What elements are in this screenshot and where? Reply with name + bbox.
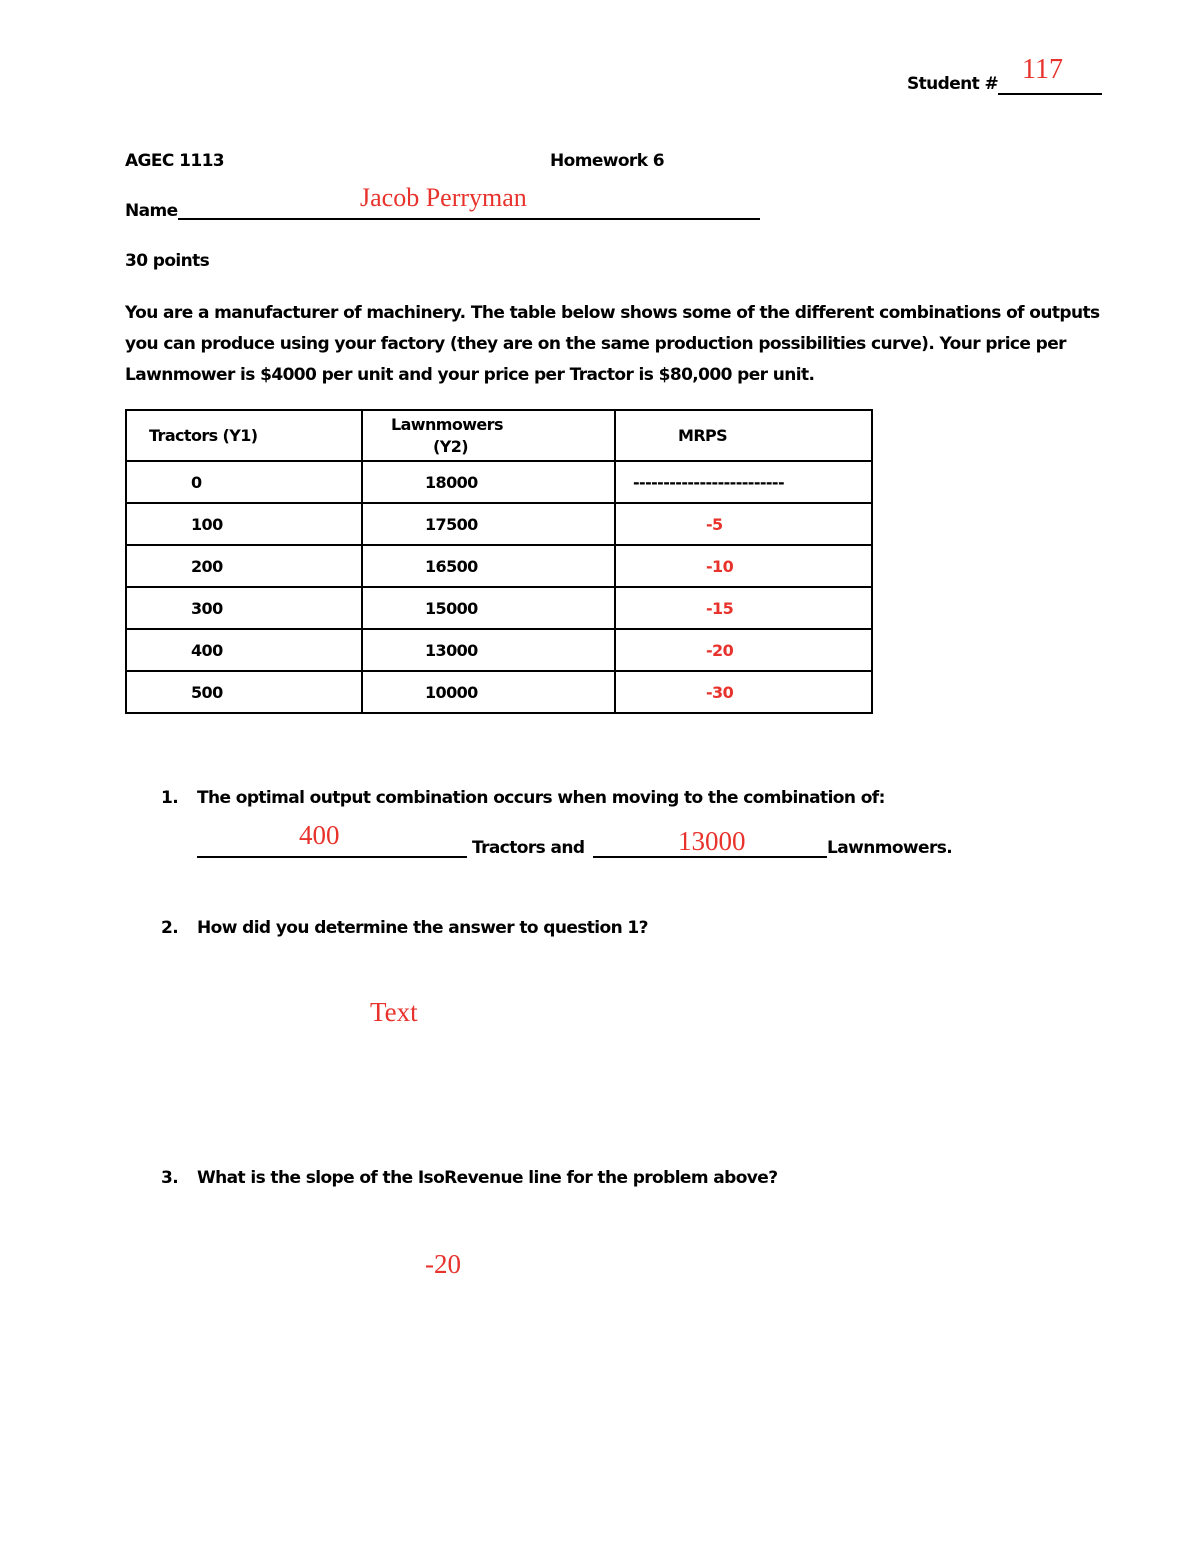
name-value[interactable]: Jacob Perryman — [360, 183, 527, 212]
student-number-value[interactable]: 117 — [1022, 54, 1063, 85]
lawnmowers-cell: 15000 — [362, 587, 615, 629]
q1-number: 1. — [161, 788, 179, 808]
q1-lawnmowers-answer[interactable]: 13000 — [678, 826, 746, 856]
intro-paragraph — [125, 298, 1115, 391]
header-lawnmowers — [362, 410, 615, 461]
mrps-cell[interactable]: -20 — [615, 629, 872, 671]
lawnmowers-cell: 13000 — [362, 629, 615, 671]
points: 30 points — [125, 251, 210, 271]
table-row — [126, 503, 872, 545]
q2-number: 2. — [161, 918, 179, 938]
table-header-row — [126, 410, 872, 461]
mrps-cell: ------------------------- — [615, 461, 872, 503]
lawnmowers-cell: 10000 — [362, 671, 615, 713]
table-row — [126, 671, 872, 713]
student-number-label: Student # — [907, 74, 999, 94]
tractors-cell: 300 — [126, 587, 362, 629]
mrps-cell[interactable]: -30 — [615, 671, 872, 713]
lawnmowers-cell: 18000 — [362, 461, 615, 503]
tractors-cell: 200 — [126, 545, 362, 587]
q2-answer[interactable]: Text — [370, 997, 418, 1027]
q1-text: The optimal output combination occurs when moving to the combination of: — [197, 788, 885, 808]
course-code: AGEC 1113 — [125, 151, 225, 171]
table-row — [126, 587, 872, 629]
intro-line-2: you can produce using your factory (they are on the same production possibilities curve). Your price per — [125, 334, 1066, 354]
header-tractors: Tractors (Y1) — [126, 410, 362, 461]
name-line — [178, 218, 760, 220]
table-row — [126, 461, 872, 503]
intro-line-3: Lawnmower is $4000 per unit and your price per Tractor is $80,000 per unit. — [125, 365, 815, 385]
q1-tractors-label: Tractors and — [472, 838, 585, 858]
header-mrps: MRPS — [615, 410, 872, 461]
tractors-cell: 100 — [126, 503, 362, 545]
production-table — [125, 409, 873, 714]
q1-tractors-answer[interactable]: 400 — [299, 820, 340, 850]
intro-line-1: You are a manufacturer of machinery. The table below shows some of the different combinations of outputs — [125, 303, 1100, 323]
table-row — [126, 629, 872, 671]
tractors-cell: 400 — [126, 629, 362, 671]
mrps-cell[interactable]: -15 — [615, 587, 872, 629]
header-lawnmowers-line2: (Y2) — [433, 436, 468, 456]
lawnmowers-cell: 16500 — [362, 545, 615, 587]
student-number-line — [998, 93, 1102, 95]
lawnmowers-cell: 17500 — [362, 503, 615, 545]
q1-tractors-answer-line — [197, 856, 467, 858]
assignment-title: Homework 6 — [550, 151, 664, 171]
mrps-cell[interactable]: -5 — [615, 503, 872, 545]
tractors-cell: 500 — [126, 671, 362, 713]
q3-answer[interactable]: -20 — [425, 1249, 461, 1279]
mrps-cell[interactable]: -10 — [615, 545, 872, 587]
q3-number: 3. — [161, 1168, 179, 1188]
q1-lawnmowers-label: Lawnmowers. — [827, 838, 953, 858]
q3-text: What is the slope of the IsoRevenue line for the problem above? — [197, 1168, 778, 1188]
table-row — [126, 545, 872, 587]
name-label: Name — [125, 201, 178, 221]
header-lawnmowers-line1: Lawnmowers — [391, 414, 503, 434]
q2-text: How did you determine the answer to question 1? — [197, 918, 648, 938]
tractors-cell: 0 — [126, 461, 362, 503]
